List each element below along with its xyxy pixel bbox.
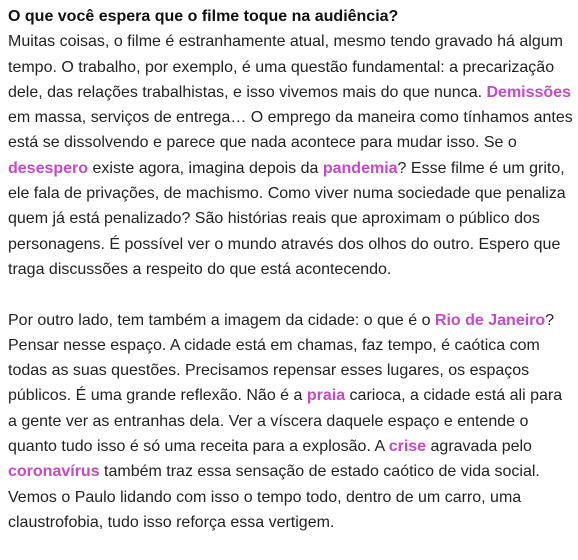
keyword-link-praia[interactable]: praia <box>306 387 346 405</box>
text-segment: ? Pensar nesse espaço. A cidade está em chamas, faz tempo, é caótica com todas as suas questões. Precisamos repensar esses lugares, os espaços públicos. É uma grande reflexão. Não é a <box>8 311 555 405</box>
interview-question: O que você espera que o filme toque na audiência? <box>8 8 399 25</box>
text-segment: carioca, a cidade está ali para a gente ver as entranhas dela. Ver a víscera daquele espaço e entende o quanto tudo isso é só uma receita para a explosão. A <box>8 387 563 456</box>
keyword-link-crise[interactable]: crise <box>388 438 427 456</box>
answer-paragraph-2 <box>8 308 574 536</box>
article-body <box>8 4 574 535</box>
paragraph-spacer <box>8 282 574 307</box>
keyword-link-rio-de-janeiro[interactable]: Rio de Janeiro <box>434 311 546 329</box>
text-segment: também traz essa sensação de estado caótico de vida social. Vemos o Paulo lidando com isso o tempo todo, dentro de um carro, uma claustrofobia, tudo isso reforça essa vertigem. <box>8 463 540 531</box>
keyword-link-pandemia[interactable]: pandemia <box>322 159 398 177</box>
keyword-link-demissoes[interactable]: Demissões <box>486 83 571 101</box>
keyword-link-coronavirus[interactable]: coronavírus <box>8 463 100 481</box>
text-segment: Por outro lado, tem também a imagem da cidade: o que é o <box>8 311 435 329</box>
text-segment: Muitas coisas, o filme é estranhamente atual, mesmo tendo gravado há algum tempo. O trabalho, por exemplo, é uma questão fundamental: a precarização dele, das relações trabalhistas, e isso vivemos mais do que nunca. <box>8 33 563 101</box>
text-segment: ? Esse filme é um grito, ele fala de privações, de machismo. Como viver numa sociedade que penaliza quem já está penalizado? São histórias reais que aproximam o público dos personagens. É possível ver o mundo através dos olhos do outro. Espero que traga discussões a respeito do que está acontecendo. <box>8 159 566 278</box>
text-segment: agravada pelo <box>426 438 532 456</box>
keyword-link-desespero[interactable]: desespero <box>8 159 89 177</box>
text-segment: existe agora, imagina depois da <box>88 159 323 177</box>
text-segment: em massa, serviços de entrega… O emprego da maneira como tínhamos antes está se dissolvendo e parece que nada acontece para mudar isso. Se o <box>8 109 573 152</box>
answer-paragraph-1 <box>8 29 574 282</box>
